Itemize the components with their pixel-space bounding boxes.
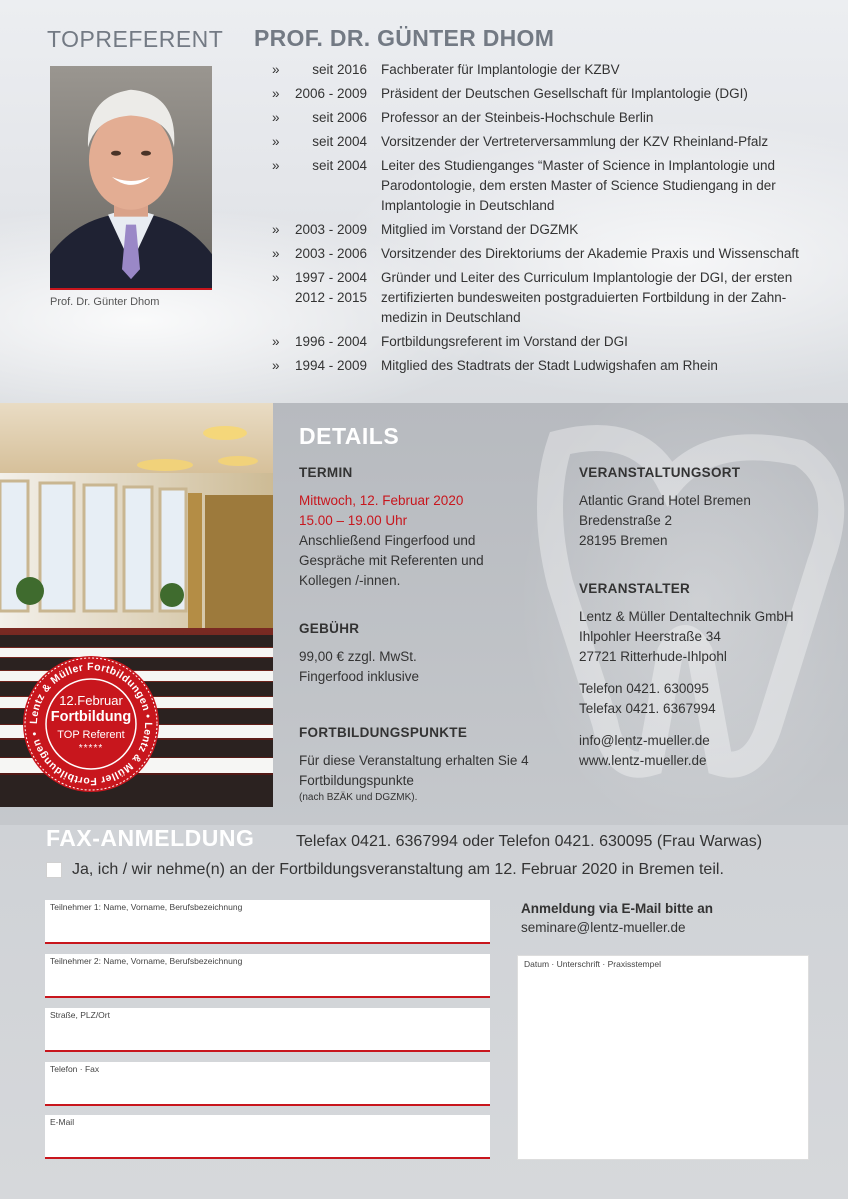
details-section: [0, 403, 848, 825]
participant1-input[interactable]: [50, 916, 482, 938]
fax-contact: Telefax 0421. 6367994 oder Telefon 0421. 630095 (Frau Warwas): [296, 833, 763, 850]
cv-text: Fachberater für Implantologie der KZBV: [381, 62, 620, 77]
signature-label: Datum · Unterschrift · Praxisstempel: [524, 959, 661, 969]
cv-years: 2003 - 2006: [294, 246, 367, 261]
cv-text: Präsident der Deutschen Gesellschaft für Implantologie (DGI): [381, 86, 748, 101]
section-label: TOPREFERENT: [47, 26, 224, 52]
cv-years: 1994 - 2009: [294, 358, 367, 373]
fax-title: FAX-ANMELDUNG: [46, 825, 255, 851]
points-heading: FORTBILDUNGSPUNKTE: [299, 725, 468, 740]
phone-fax-input[interactable]: [50, 1078, 482, 1100]
venue-heading: VERANSTALTUNGSORT: [579, 465, 741, 480]
speaker-name: PROF. DR. GÜNTER DHOM: [254, 25, 555, 51]
address-input[interactable]: [50, 1024, 482, 1046]
cv-years: seit 2004: [312, 158, 367, 173]
cv-years: seit 2006: [312, 110, 367, 125]
cv-item: [272, 244, 832, 264]
organizer-web-link[interactable]: www.lentz-mueller.de: [579, 753, 707, 768]
cv-text: Vorsitzender des Direktoriums der Akademie Praxis und Wissenschaft: [381, 246, 799, 261]
fee-line: Fingerfood inklusive: [299, 669, 420, 684]
field-label: Teilnehmer 1: Name, Vorname, Berufsbezeichnung: [50, 902, 243, 912]
termin-time: 15.00 – 19.00 Uhr: [299, 513, 408, 528]
cv-item: [272, 332, 832, 352]
cv-years: 1996 - 2004: [294, 334, 367, 349]
bullet-icon: »: [272, 158, 280, 173]
cv-item: [272, 84, 832, 104]
cv-item: [272, 156, 832, 216]
stamp-title: Fortbildung: [50, 709, 132, 725]
bullet-icon: »: [272, 86, 280, 101]
bullet-icon: »: [272, 334, 280, 349]
bullet-icon: »: [272, 134, 280, 149]
cv-text: Fortbildungsreferent im Vorstand der DGI: [381, 334, 628, 349]
bullet-icon: »: [272, 62, 280, 77]
cv-text: Gründer und Leiter des Curriculum Implantologie der DGI, der ersten zertifizierten bundesweiten postgraduierten Fortbildung in der Zahn-medizin in Deutschland: [381, 270, 793, 325]
participant2-input[interactable]: [50, 970, 482, 992]
cv-text: Professor an der Steinbeis-Hochschule Berlin: [381, 110, 654, 125]
cv-years: 2003 - 2009: [294, 222, 367, 237]
termin-text: Anschließend Fingerfood und Gespräche mit Referenten und Kollegen /-innen.: [299, 533, 484, 588]
mail-note-heading: Anmeldung via E-Mail bitte an: [521, 901, 714, 916]
topreferent-section: [0, 0, 848, 403]
photo-caption: Prof. Dr. Günter Dhom: [50, 296, 160, 308]
bullet-icon: »: [272, 270, 280, 285]
fee-line: 99,00 € zzgl. MwSt.: [299, 649, 417, 664]
cv-years: 1997 - 2004 2012 - 2015: [294, 270, 367, 305]
signature-box[interactable]: [517, 955, 809, 1160]
details-title: DETAILS: [299, 423, 400, 449]
stamp-ring-text: Lentz & Müller Fortbildungen • Lentz & Müller Fortbildungen •: [27, 660, 155, 788]
cv-years: 2006 - 2009: [294, 86, 367, 101]
cv-years: seit 2004: [312, 134, 367, 149]
cv-years: seit 2016: [312, 62, 367, 77]
cv-text: Mitglied des Stadtrats der Stadt Ludwigshafen am Rhein: [381, 358, 718, 373]
organizer-line: Lentz & Müller Dentaltechnik GmbH: [579, 609, 794, 624]
stamp-date: 12.Februar: [59, 693, 123, 708]
points-text: Für diese Veranstaltung erhalten Sie 4 Fortbildungspunkte: [299, 753, 529, 788]
venue-line: 28195 Bremen: [579, 533, 668, 548]
venue-line: Atlantic Grand Hotel Bremen: [579, 493, 751, 508]
organizer-heading: VERANSTALTER: [579, 581, 691, 596]
cv-item: [272, 60, 832, 80]
phone-fax-field[interactable]: [45, 1062, 490, 1106]
termin-date: Mittwoch, 12. Februar 2020: [299, 493, 464, 508]
bullet-icon: »: [272, 222, 280, 237]
cv-item: [272, 132, 832, 152]
field-label: Telefon · Fax: [50, 1064, 100, 1074]
registration-email-link[interactable]: seminare@lentz-mueller.de: [521, 920, 686, 935]
email-input[interactable]: [50, 1131, 482, 1153]
cv-list: [272, 60, 832, 380]
organizer-phone: Telefon 0421. 630095: [579, 681, 709, 696]
bullet-icon: »: [272, 246, 280, 261]
cv-text: Mitglied im Vorstand der DGZMK: [381, 222, 579, 237]
bullet-icon: »: [272, 358, 280, 373]
termin-heading: TERMIN: [299, 465, 353, 480]
participant2-field[interactable]: [45, 954, 490, 998]
cv-item: [272, 356, 832, 376]
email-field[interactable]: [45, 1115, 490, 1159]
field-label: Teilnehmer 2: Name, Vorname, Berufsbezeichnung: [50, 956, 243, 966]
stamp-stars: *****: [78, 743, 104, 754]
organizer-fax: Telefax 0421. 6367994: [579, 701, 716, 716]
address-field[interactable]: [45, 1008, 490, 1052]
cv-item: [272, 268, 832, 328]
participation-checkbox[interactable]: [46, 862, 62, 878]
stamp-subtitle: TOP Referent: [57, 729, 125, 741]
details-right-column: [579, 463, 839, 771]
participation-checkbox-label: Ja, ich / wir nehme(n) an der Fortbildungsveranstaltung am 12. Februar 2020 in Bremen teil.: [72, 861, 724, 878]
speaker-photo: [50, 66, 212, 290]
organizer-email-link[interactable]: info@lentz-mueller.de: [579, 733, 710, 748]
field-label: Straße, PLZ/Ort: [50, 1010, 110, 1020]
field-label: E-Mail: [50, 1117, 75, 1127]
points-note: (nach BZÄK und DGZMK).: [299, 792, 418, 803]
venue-line: Bredenstraße 2: [579, 513, 673, 528]
fortbildung-stamp-badge: [22, 655, 160, 793]
organizer-line: 27721 Ritterhude-Ihlpohl: [579, 649, 727, 664]
bullet-icon: »: [272, 110, 280, 125]
participant1-field[interactable]: [45, 900, 490, 944]
cv-text: Leiter des Studienganges “Master of Science in Implantologie und Parodontologie, dem ersten Master of Science Studiengang in der Implantologie in Deutschland: [381, 158, 776, 213]
cv-item: [272, 220, 832, 240]
details-left-column: [299, 463, 539, 805]
cv-item: [272, 108, 832, 128]
cv-text: Vorsitzender der Vertreterversammlung der KZV Rheinland-Pfalz: [381, 134, 769, 149]
organizer-line: Ihlpohler Heerstraße 34: [579, 629, 721, 644]
email-registration-note: [521, 899, 713, 937]
fee-heading: GEBÜHR: [299, 621, 360, 636]
fax-registration-section: [0, 825, 848, 1199]
